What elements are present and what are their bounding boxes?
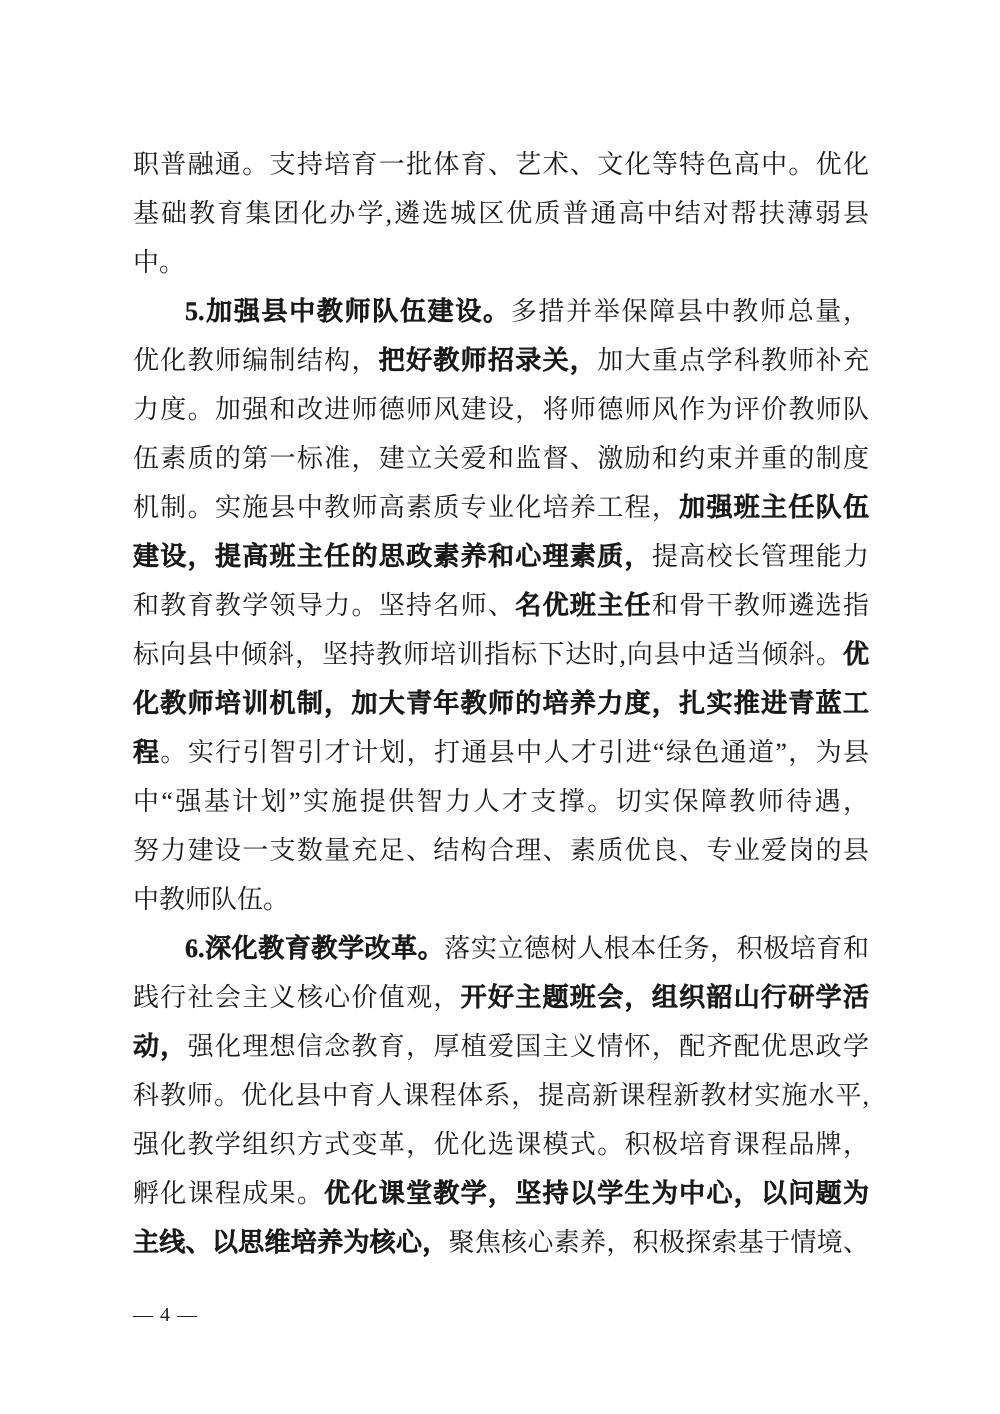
text-line xyxy=(133,826,869,875)
body-text: 强化教学组织方式变革，优化选课模式。积极培育课程品牌， xyxy=(133,1130,869,1159)
body-text: 多措并举保障县中教师总量， xyxy=(510,297,869,326)
body-text: 孵化课程成果。 xyxy=(133,1179,325,1208)
text-line xyxy=(133,630,869,679)
emphasis-text: 化教师培训机制，加大青年教师的培养力度，扎实推进青蓝工 xyxy=(133,689,869,718)
text-line xyxy=(133,973,869,1022)
text-line xyxy=(133,1071,869,1120)
emphasis-text: 6.深化教育教学改革。 xyxy=(185,934,445,963)
text-line xyxy=(133,1022,869,1071)
emphasis-text: 开好主题班会，组织韶山行研学活 xyxy=(460,983,869,1012)
text-line xyxy=(133,238,869,287)
text-line xyxy=(133,385,869,434)
text-line xyxy=(133,189,869,238)
body-text: 。实行引智引才计划，打通县中人才引进“绿色通道”，为县 xyxy=(160,738,869,767)
body-text: 和教育教学领导力。坚持名师、 xyxy=(133,591,516,620)
emphasis-text: 主线、以思维培养为核心， xyxy=(133,1228,449,1257)
text-line xyxy=(133,728,869,777)
body-text: 伍素质的第一标准，建立关爱和监督、激励和约束并重的制度 xyxy=(133,444,869,473)
body-text: 加大重点学科教师补充 xyxy=(597,346,869,375)
page-number: — 4 — xyxy=(133,1304,198,1326)
text-line xyxy=(133,679,869,728)
body-text: 强化理想信念教育，厚植爱国主义情怀，配齐配优思政学 xyxy=(187,1032,869,1061)
body-text: 中“强基计划”实施提供智力人才支撑。切实保障教师待遇， xyxy=(133,787,869,816)
emphasis-text: 优化课堂教学，坚持以学生为中心，以问题为 xyxy=(324,1179,869,1208)
body-text: 践行社会主义核心价值观， xyxy=(133,983,461,1012)
text-line xyxy=(133,434,869,483)
body-text: 机制。实施县中教师高素质专业化培养工程， xyxy=(133,493,680,522)
text-line xyxy=(133,875,869,924)
text-line xyxy=(133,581,869,630)
body-text: 中。 xyxy=(133,248,186,277)
text-line xyxy=(133,1169,869,1218)
body-text: 力度。加强和改进师德师风建设，将师德师风作为评价教师队 xyxy=(133,395,869,424)
document-body xyxy=(133,140,869,1267)
body-text: 聚焦核心素养，积极探索基于情境、 xyxy=(448,1228,869,1257)
body-text: 基础教育集团化办学,遴选城区优质普通高中结对帮扶薄弱县 xyxy=(133,199,869,228)
emphasis-text: 名优班主任 xyxy=(515,591,652,620)
body-text: 中教师队伍。 xyxy=(133,885,290,914)
body-text: 职普融通。支持培育一批体育、艺术、文化等特色高中。优化 xyxy=(133,150,869,179)
body-text: 科教师。优化县中育人课程体系，提高新课程新教材实施水平, xyxy=(133,1081,869,1110)
text-line xyxy=(133,924,869,973)
emphasis-text: 把好教师招录关， xyxy=(378,346,598,375)
body-text: 努力建设一支数量充足、结构合理、素质优良、专业爱岗的县 xyxy=(133,836,869,865)
text-line xyxy=(133,336,869,385)
emphasis-text: 优 xyxy=(842,640,869,669)
emphasis-text: 建设，提高班主任的思政素养和心理素质， xyxy=(133,542,652,571)
text-line xyxy=(133,483,869,532)
body-text: 优化教师编制结构， xyxy=(133,346,379,375)
text-line xyxy=(133,287,869,336)
text-line xyxy=(133,777,869,826)
text-line xyxy=(133,532,869,581)
emphasis-text: 动， xyxy=(133,1032,188,1061)
emphasis-text: 加强班主任队伍 xyxy=(679,493,869,522)
emphasis-text: 5.加强县中教师队伍建设。 xyxy=(185,297,511,326)
body-text: 和骨干教师遴选指 xyxy=(651,591,869,620)
emphasis-text: 程 xyxy=(133,738,161,767)
body-text: 标向县中倾斜，坚持教师培训指标下达时,向县中适当倾斜。 xyxy=(133,640,843,669)
body-text: 落实立德树人根本任务，积极培育和 xyxy=(444,934,869,963)
text-line xyxy=(133,1120,869,1169)
text-line xyxy=(133,1218,869,1267)
text-line xyxy=(133,140,869,189)
body-text: 提高校长管理能力 xyxy=(651,542,869,571)
